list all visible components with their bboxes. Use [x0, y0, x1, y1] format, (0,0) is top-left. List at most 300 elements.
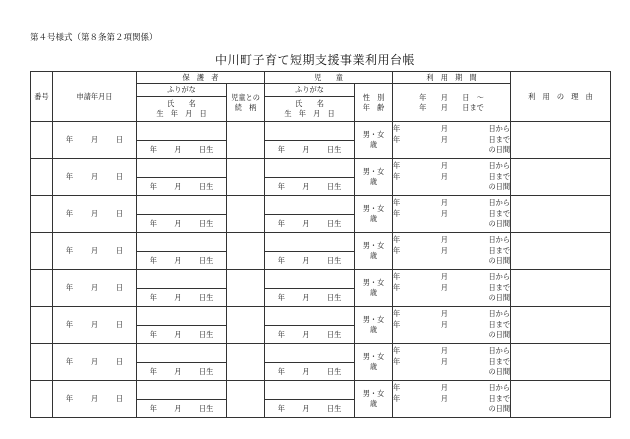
guardian-birth-placeholder — [137, 331, 226, 338]
relation-cell[interactable] — [227, 122, 265, 159]
year-label: 年 — [393, 124, 401, 134]
application-date-placeholder — [53, 136, 136, 143]
guardian-furigana-cell[interactable] — [137, 122, 227, 141]
sex-age-cell[interactable] — [355, 344, 393, 381]
year-label: 年 — [149, 181, 157, 191]
birth-suffix-label: 日生 — [326, 292, 342, 302]
day-label: 日 — [115, 394, 124, 404]
birth-suffix-label: 日生 — [326, 329, 342, 339]
month-label: 月 — [302, 292, 310, 302]
month-label: 月 — [440, 356, 448, 366]
year-label: 年 — [393, 282, 401, 292]
month-label: 月 — [302, 144, 310, 154]
reason-cell[interactable] — [511, 307, 611, 344]
duration-label: の日間 — [488, 219, 511, 229]
sex-options: 男・女 — [362, 389, 385, 399]
header-period-line2: 年 月 日まで — [419, 102, 484, 112]
year-label: 年 — [149, 144, 157, 154]
month-label: 月 — [174, 144, 182, 154]
child-birth-placeholder — [265, 183, 354, 190]
year-label: 年 — [65, 357, 74, 367]
child-name-birth-cell[interactable] — [265, 141, 355, 159]
birth-suffix-label: 日生 — [326, 403, 342, 413]
month-label: 月 — [302, 218, 310, 228]
header-child: 児 童 — [265, 72, 393, 84]
month-label: 月 — [174, 366, 182, 376]
document-title: 中川町子育て短期支援事業利用台帳 — [214, 53, 415, 67]
birth-suffix-label: 日生 — [326, 144, 342, 154]
month-label: 月 — [440, 235, 448, 245]
header-sex: 性 別 — [362, 92, 385, 102]
entry-application-date-cell[interactable] — [53, 344, 137, 381]
month-label: 月 — [302, 403, 310, 413]
header-period: 利 用 期 間 — [393, 72, 511, 84]
form-number: 第４号様式（第８条第２項関係） — [30, 33, 158, 43]
year-label: 年 — [393, 309, 401, 319]
birth-suffix-label: 日生 — [198, 403, 214, 413]
to-label: 日まで — [488, 245, 511, 255]
from-label: 日から — [488, 272, 511, 282]
year-label: 年 — [393, 393, 401, 403]
period-cell[interactable] — [393, 233, 511, 270]
year-label: 年 — [277, 366, 285, 376]
child-name-birth-cell[interactable] — [265, 363, 355, 381]
birth-suffix-label: 日生 — [326, 366, 342, 376]
entry-application-date-cell[interactable] — [53, 122, 137, 159]
period-from-line — [393, 161, 510, 171]
year-label: 年 — [149, 292, 157, 302]
ledger-entry — [31, 122, 611, 141]
year-label: 年 — [149, 366, 157, 376]
to-label: 日まで — [488, 319, 511, 329]
child-birth-placeholder — [265, 368, 354, 375]
header-guardian-furigana: ふりがな — [137, 84, 227, 97]
guardian-name-birth-cell[interactable] — [137, 215, 227, 233]
header-child-name-birth — [265, 97, 355, 122]
year-label: 年 — [393, 171, 401, 181]
guardian-birth-placeholder — [137, 405, 226, 412]
entry-number-cell[interactable] — [31, 233, 53, 270]
month-label: 月 — [302, 366, 310, 376]
period-to-line — [393, 357, 510, 367]
sex-age-cell[interactable] — [355, 159, 393, 196]
application-date-placeholder — [53, 395, 136, 402]
ledger-entry — [31, 159, 611, 178]
child-birth-placeholder — [265, 405, 354, 412]
ledger-entry — [31, 196, 611, 215]
month-label: 月 — [440, 346, 448, 356]
duration-label: の日間 — [488, 330, 511, 340]
entry-number-cell[interactable] — [31, 307, 53, 344]
birth-suffix-label: 日生 — [198, 366, 214, 376]
period-cell[interactable] — [393, 270, 511, 307]
year-label: 年 — [149, 329, 157, 339]
to-label: 日まで — [488, 171, 511, 181]
year-label: 年 — [65, 135, 74, 145]
period-cell[interactable] — [393, 307, 511, 344]
month-label: 月 — [90, 357, 99, 367]
year-label: 年 — [65, 283, 74, 293]
child-birth-placeholder — [265, 220, 354, 227]
header-guardian-birth: 生 年 月 日 — [156, 109, 207, 118]
reason-cell[interactable] — [511, 381, 611, 418]
ledger-header — [31, 72, 611, 122]
guardian-birth-placeholder — [137, 183, 226, 190]
ledger-entry — [31, 381, 611, 400]
relation-cell[interactable] — [227, 381, 265, 418]
month-label: 月 — [174, 292, 182, 302]
month-label: 月 — [90, 246, 99, 256]
entry-application-date-cell[interactable] — [53, 270, 137, 307]
year-label: 年 — [277, 329, 285, 339]
guardian-name-birth-cell[interactable] — [137, 141, 227, 159]
age-unit: 歳 — [369, 140, 378, 149]
period-duration-line — [393, 330, 510, 340]
year-label: 年 — [149, 218, 157, 228]
month-label: 月 — [174, 329, 182, 339]
child-furigana-cell[interactable] — [265, 381, 355, 400]
entry-application-date-cell[interactable] — [53, 196, 137, 233]
period-to-line — [393, 172, 510, 182]
month-label: 月 — [90, 172, 99, 182]
month-label: 月 — [302, 181, 310, 191]
guardian-name-birth-cell[interactable] — [137, 252, 227, 270]
period-to-line — [393, 283, 510, 293]
to-label: 日まで — [488, 208, 511, 218]
period-to-line — [393, 246, 510, 256]
reason-cell[interactable] — [511, 159, 611, 196]
birth-suffix-label: 日生 — [198, 181, 214, 191]
period-cell[interactable] — [393, 196, 511, 233]
entry-application-date-cell[interactable] — [53, 233, 137, 270]
duration-label: の日間 — [488, 404, 511, 414]
reason-cell[interactable] — [511, 270, 611, 307]
period-from-line — [393, 383, 510, 393]
guardian-name-birth-cell[interactable] — [137, 289, 227, 307]
sex-options: 男・女 — [362, 241, 385, 251]
period-from-line — [393, 272, 510, 282]
year-label: 年 — [393, 346, 401, 356]
application-date-placeholder — [53, 358, 136, 365]
header-period-dates — [393, 84, 511, 122]
day-label: 日 — [115, 246, 124, 256]
child-furigana-cell[interactable] — [265, 159, 355, 178]
period-duration-line — [393, 404, 510, 414]
application-date-placeholder — [53, 247, 136, 254]
guardian-name-birth-cell[interactable] — [137, 363, 227, 381]
guardian-furigana-cell[interactable] — [137, 196, 227, 215]
sex-options: 男・女 — [362, 204, 385, 214]
month-label: 月 — [440, 383, 448, 393]
period-duration-line — [393, 145, 510, 155]
period-from-line — [393, 124, 510, 134]
child-furigana-cell[interactable] — [265, 122, 355, 141]
guardian-birth-placeholder — [137, 294, 226, 301]
child-birth-placeholder — [265, 331, 354, 338]
year-label: 年 — [393, 356, 401, 366]
year-label: 年 — [277, 292, 285, 302]
month-label: 月 — [440, 161, 448, 171]
month-label: 月 — [440, 319, 448, 329]
child-furigana-cell[interactable] — [265, 344, 355, 363]
year-label: 年 — [277, 255, 285, 265]
entry-number-cell[interactable] — [31, 196, 53, 233]
relation-cell[interactable] — [227, 307, 265, 344]
to-label: 日まで — [488, 356, 511, 366]
month-label: 月 — [90, 283, 99, 293]
entry-application-date-cell[interactable] — [53, 307, 137, 344]
guardian-furigana-cell[interactable] — [137, 270, 227, 289]
header-period-line1: 年 月 日 ～ — [419, 92, 484, 102]
guardian-birth-placeholder — [137, 368, 226, 375]
child-furigana-cell[interactable] — [265, 307, 355, 326]
period-cell[interactable] — [393, 159, 511, 196]
day-label: 日 — [115, 357, 124, 367]
period-from-line — [393, 235, 510, 245]
day-label: 日 — [115, 209, 124, 219]
sex-options: 男・女 — [362, 352, 385, 362]
month-label: 月 — [90, 394, 99, 404]
period-duration-line — [393, 293, 510, 303]
month-label: 月 — [440, 272, 448, 282]
month-label: 月 — [440, 171, 448, 181]
child-name-birth-cell[interactable] — [265, 215, 355, 233]
child-furigana-cell[interactable] — [265, 196, 355, 215]
year-label: 年 — [393, 272, 401, 282]
month-label: 月 — [302, 255, 310, 265]
application-date-placeholder — [53, 173, 136, 180]
duration-label: の日間 — [488, 145, 511, 155]
year-label: 年 — [277, 218, 285, 228]
month-label: 月 — [440, 198, 448, 208]
month-label: 月 — [440, 309, 448, 319]
guardian-furigana-cell[interactable] — [137, 159, 227, 178]
ledger-entry — [31, 344, 611, 363]
header-sex-age — [355, 84, 393, 122]
guardian-name-birth-cell[interactable] — [137, 326, 227, 344]
month-label: 月 — [90, 209, 99, 219]
to-label: 日まで — [488, 393, 511, 403]
year-label: 年 — [277, 144, 285, 154]
reason-cell[interactable] — [511, 233, 611, 270]
from-label: 日から — [488, 383, 511, 393]
birth-suffix-label: 日生 — [198, 218, 214, 228]
entry-number-cell[interactable] — [31, 159, 53, 196]
relation-cell[interactable] — [227, 344, 265, 381]
header-child-name: 氏 名 — [295, 99, 324, 109]
header-guardian-name: 氏 名 — [167, 99, 196, 109]
day-label: 日 — [115, 172, 124, 182]
child-name-birth-cell[interactable] — [265, 400, 355, 418]
sex-age-cell[interactable] — [355, 307, 393, 344]
month-label: 月 — [302, 329, 310, 339]
year-label: 年 — [65, 320, 74, 330]
period-from-line — [393, 198, 510, 208]
year-label: 年 — [277, 403, 285, 413]
guardian-birth-placeholder — [137, 257, 226, 264]
duration-label: の日間 — [488, 293, 511, 303]
year-label: 年 — [65, 246, 74, 256]
header-guardian-name-birth — [137, 97, 227, 122]
entry-application-date-cell[interactable] — [53, 381, 137, 418]
to-label: 日まで — [488, 134, 511, 144]
period-to-line — [393, 394, 510, 404]
month-label: 月 — [440, 282, 448, 292]
entry-number-cell[interactable] — [31, 270, 53, 307]
ledger-entry — [31, 307, 611, 326]
birth-suffix-label: 日生 — [198, 255, 214, 265]
sex-age-cell[interactable] — [355, 270, 393, 307]
from-label: 日から — [488, 161, 511, 171]
header-relation — [227, 84, 265, 122]
sex-options: 男・女 — [362, 278, 385, 288]
duration-label: の日間 — [488, 182, 511, 192]
relation-cell[interactable] — [227, 196, 265, 233]
from-label: 日から — [488, 309, 511, 319]
application-date-placeholder — [53, 321, 136, 328]
guardian-furigana-cell[interactable] — [137, 344, 227, 363]
header-age: 年 齢 — [362, 102, 385, 112]
application-date-placeholder — [53, 284, 136, 291]
year-label: 年 — [393, 134, 401, 144]
month-label: 月 — [90, 135, 99, 145]
period-from-line — [393, 346, 510, 356]
child-birth-placeholder — [265, 257, 354, 264]
reason-cell[interactable] — [511, 122, 611, 159]
year-label: 年 — [393, 383, 401, 393]
sex-options: 男・女 — [362, 130, 385, 140]
duration-label: の日間 — [488, 256, 511, 266]
header-child-furigana: ふりがな — [265, 84, 355, 97]
day-label: 日 — [115, 283, 124, 293]
header-reason: 利 用 の 理 由 — [511, 72, 611, 122]
guardian-furigana-cell[interactable] — [137, 233, 227, 252]
reason-cell[interactable] — [511, 196, 611, 233]
guardian-name-birth-cell[interactable] — [137, 400, 227, 418]
year-label: 年 — [149, 403, 157, 413]
ledger-entry — [31, 233, 611, 252]
sex-age-cell[interactable] — [355, 381, 393, 418]
from-label: 日から — [488, 198, 511, 208]
child-name-birth-cell[interactable] — [265, 289, 355, 307]
sex-age-cell[interactable] — [355, 122, 393, 159]
sex-age-cell[interactable] — [355, 196, 393, 233]
period-to-line — [393, 135, 510, 145]
year-label: 年 — [393, 161, 401, 171]
guardian-furigana-cell[interactable] — [137, 307, 227, 326]
age-unit: 歳 — [369, 288, 378, 297]
period-duration-line — [393, 182, 510, 192]
entry-number-cell[interactable] — [31, 344, 53, 381]
to-label: 日まで — [488, 282, 511, 292]
relation-cell[interactable] — [227, 270, 265, 307]
child-birth-placeholder — [265, 294, 354, 301]
month-label: 月 — [90, 320, 99, 330]
header-number: 番号 — [31, 72, 53, 122]
period-from-line — [393, 309, 510, 319]
month-label: 月 — [174, 403, 182, 413]
age-unit: 歳 — [369, 399, 378, 408]
child-furigana-cell[interactable] — [265, 233, 355, 252]
header-relation-line2: 続 柄 — [234, 102, 257, 112]
period-cell[interactable] — [393, 122, 511, 159]
ledger-body — [31, 122, 611, 418]
period-duration-line — [393, 367, 510, 377]
header-child-birth: 生 年 月 日 — [284, 109, 335, 118]
year-label: 年 — [393, 235, 401, 245]
year-label: 年 — [149, 255, 157, 265]
entry-number-cell[interactable] — [31, 381, 53, 418]
relation-cell[interactable] — [227, 159, 265, 196]
month-label: 月 — [440, 124, 448, 134]
header-guardian: 保 護 者 — [137, 72, 265, 84]
period-to-line — [393, 209, 510, 219]
age-unit: 歳 — [369, 177, 378, 186]
entry-application-date-cell[interactable] — [53, 159, 137, 196]
from-label: 日から — [488, 235, 511, 245]
age-unit: 歳 — [369, 325, 378, 334]
year-label: 年 — [65, 209, 74, 219]
month-label: 月 — [174, 218, 182, 228]
from-label: 日から — [488, 124, 511, 134]
month-label: 月 — [440, 245, 448, 255]
relation-cell[interactable] — [227, 233, 265, 270]
birth-suffix-label: 日生 — [198, 292, 214, 302]
age-unit: 歳 — [369, 362, 378, 371]
birth-suffix-label: 日生 — [326, 218, 342, 228]
birth-suffix-label: 日生 — [198, 144, 214, 154]
application-date-placeholder — [53, 210, 136, 217]
year-label: 年 — [393, 198, 401, 208]
day-label: 日 — [115, 320, 124, 330]
year-label: 年 — [393, 245, 401, 255]
month-label: 月 — [174, 181, 182, 191]
year-label: 年 — [393, 208, 401, 218]
period-duration-line — [393, 256, 510, 266]
guardian-furigana-cell[interactable] — [137, 381, 227, 400]
year-label: 年 — [65, 172, 74, 182]
period-cell[interactable] — [393, 381, 511, 418]
entry-number-cell[interactable] — [31, 122, 53, 159]
birth-suffix-label: 日生 — [198, 329, 214, 339]
ledger-entry — [31, 270, 611, 289]
guardian-name-birth-cell[interactable] — [137, 178, 227, 196]
year-label: 年 — [393, 319, 401, 329]
child-name-birth-cell[interactable] — [265, 178, 355, 196]
child-name-birth-cell[interactable] — [265, 252, 355, 270]
age-unit: 歳 — [369, 214, 378, 223]
guardian-birth-placeholder — [137, 146, 226, 153]
period-duration-line — [393, 219, 510, 229]
sex-age-cell[interactable] — [355, 233, 393, 270]
child-birth-placeholder — [265, 146, 354, 153]
child-name-birth-cell[interactable] — [265, 326, 355, 344]
month-label: 月 — [440, 393, 448, 403]
month-label: 月 — [174, 255, 182, 265]
age-unit: 歳 — [369, 251, 378, 260]
guardian-birth-placeholder — [137, 220, 226, 227]
period-cell[interactable] — [393, 344, 511, 381]
month-label: 月 — [440, 208, 448, 218]
duration-label: の日間 — [488, 367, 511, 377]
birth-suffix-label: 日生 — [326, 255, 342, 265]
sex-options: 男・女 — [362, 167, 385, 177]
header-application-date: 申請年月日 — [53, 72, 137, 122]
child-furigana-cell[interactable] — [265, 270, 355, 289]
period-to-line — [393, 320, 510, 330]
reason-cell[interactable] — [511, 344, 611, 381]
year-label: 年 — [65, 394, 74, 404]
